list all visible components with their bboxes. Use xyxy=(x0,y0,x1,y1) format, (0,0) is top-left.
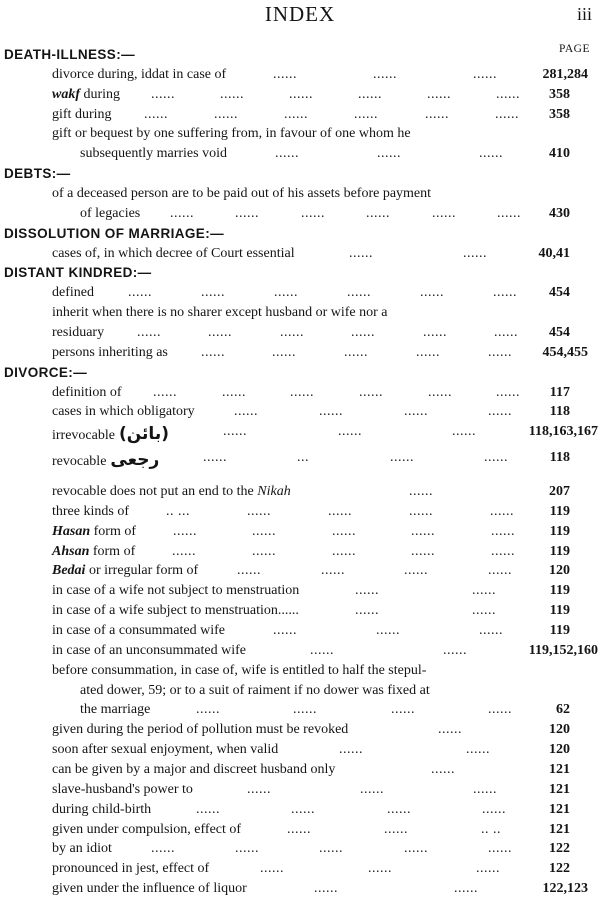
leader-dots: ...... xyxy=(351,325,375,340)
entry-text-main: form of xyxy=(89,544,136,559)
leader-dots: ...... xyxy=(347,285,371,300)
entry-text-main: revocable xyxy=(52,454,107,469)
page-header xyxy=(0,2,600,28)
entry-text-main: subsequently marries void xyxy=(80,146,227,161)
index-entry-row xyxy=(0,284,600,304)
index-heading: DISTANT KINDRED:— xyxy=(4,265,152,280)
entry-page-ref: 119 xyxy=(549,544,570,559)
entry-text-main: in case of a consummated wife xyxy=(52,623,225,638)
leader-dots: ...... xyxy=(247,782,271,797)
entry-page-ref: 121 xyxy=(549,802,570,817)
entry-text xyxy=(52,881,247,897)
index-entry-row xyxy=(0,503,600,523)
leader-dots: ...... xyxy=(384,822,408,837)
leader-dots: ...... xyxy=(151,841,175,856)
entry-term-italic: Bedai xyxy=(52,563,86,578)
entry-term-italic: Hasan xyxy=(52,524,91,539)
entry-text xyxy=(52,67,226,83)
entry-page-ref: 207 xyxy=(549,484,570,499)
leader-dots: ...... xyxy=(201,285,225,300)
leader-dots: ...... xyxy=(496,87,520,102)
entry-text xyxy=(52,822,241,838)
leader-dots: ...... xyxy=(404,563,428,578)
leader-dots: ...... xyxy=(391,702,415,717)
leader-dots: ...... xyxy=(476,861,500,876)
entry-text xyxy=(52,345,168,361)
leader-dots: ...... xyxy=(491,524,515,539)
entry-page-ref: 454 xyxy=(549,325,570,340)
entry-page-ref: 122 xyxy=(549,861,570,876)
leader-dots: ...... xyxy=(494,325,518,340)
entry-text xyxy=(52,563,198,579)
entry-text xyxy=(52,583,299,599)
leader-dots: ...... xyxy=(332,524,356,539)
index-entry-row xyxy=(0,801,600,821)
leader-dots: ...... xyxy=(128,285,152,300)
leader-dots: ...... xyxy=(488,841,512,856)
leader-dots: ...... xyxy=(354,107,378,122)
leader-dots: ...... xyxy=(222,385,246,400)
entry-text-main: inherit when there is no sharer except husband or wife nor a xyxy=(52,305,388,320)
entry-text xyxy=(52,802,151,818)
entry-text-main: gift or bequest by one suffering from, in favour of one whom he xyxy=(52,126,411,141)
leader-dots: ...... xyxy=(454,881,478,896)
entry-text-main: residuary xyxy=(52,325,105,340)
leader-dots: ...... xyxy=(409,504,433,519)
leader-dots: ...... xyxy=(144,107,168,122)
index-heading-row xyxy=(0,225,600,245)
index-entry-row xyxy=(0,245,600,265)
entry-page-ref: 122,123 xyxy=(542,881,588,896)
index-entry-row xyxy=(0,523,600,543)
leader-dots: ...... xyxy=(490,504,514,519)
entry-text xyxy=(52,544,135,560)
leader-dots: ...... xyxy=(151,87,175,102)
entry-text-main: by an idiot xyxy=(52,841,112,856)
index-entry-row xyxy=(0,781,600,801)
entry-text xyxy=(80,146,227,162)
leader-dots: ...... xyxy=(252,524,276,539)
entry-text-main: slave-husband's power to xyxy=(52,782,193,797)
entry-page-ref: 121 xyxy=(549,822,570,837)
leader-dots: ...... xyxy=(321,563,345,578)
entry-page-ref: 119,152,160 xyxy=(528,643,598,658)
index-entry-row xyxy=(0,761,600,781)
leader-dots: ...... xyxy=(355,583,379,598)
leader-dots: ...... xyxy=(235,841,259,856)
entry-text xyxy=(52,742,278,758)
leader-dots: ...... xyxy=(411,544,435,559)
entry-text xyxy=(52,107,112,123)
leader-dots: ...... xyxy=(319,841,343,856)
index-entry-row xyxy=(0,403,600,423)
index-entry-row xyxy=(0,821,600,841)
entry-text-main: irrevocable xyxy=(52,428,115,443)
entry-text-main: pronounced in jest, effect of xyxy=(52,861,210,876)
entry-text-main: cases in which obligatory xyxy=(52,404,195,419)
entry-text xyxy=(52,450,159,470)
leader-dots: ...... xyxy=(247,504,271,519)
entry-text xyxy=(52,385,122,401)
arabic-term: رجعی xyxy=(110,450,160,470)
leader-dots: ...... xyxy=(376,623,400,638)
leader-dots: ...... xyxy=(432,206,456,221)
entry-page-ref: 62 xyxy=(556,702,570,717)
entry-text-main: in case of a wife subject to menstruation...... xyxy=(52,603,299,618)
leader-dots: ...... xyxy=(287,822,311,837)
entry-text xyxy=(52,722,348,738)
leader-dots: ...... xyxy=(411,524,435,539)
entry-page-ref: 119 xyxy=(549,583,570,598)
entry-text-main: before consummation, in case of, wife is entitled to half the stepul- xyxy=(52,663,427,678)
leader-dots: ...... xyxy=(275,146,299,161)
entry-text-main: given under compulsion, effect of xyxy=(52,822,242,837)
leader-dots: ...... xyxy=(291,802,315,817)
index-entry-row xyxy=(0,449,600,469)
index-entry-row xyxy=(0,86,600,106)
entry-text xyxy=(52,623,225,639)
leader-dots: ...... xyxy=(472,583,496,598)
leader-dots: ...... xyxy=(344,345,368,360)
index-entry-row xyxy=(0,582,600,602)
leader-dots: ...... xyxy=(463,246,487,261)
leader-dots: ...... xyxy=(427,87,451,102)
leader-dots: ...... xyxy=(153,385,177,400)
leader-dots: ...... xyxy=(319,404,343,419)
entry-page-ref: 120 xyxy=(549,742,570,757)
leader-dots: ...... xyxy=(488,702,512,717)
leader-dots: ... xyxy=(297,450,309,465)
entry-text xyxy=(52,782,193,798)
leader-dots: ...... xyxy=(387,802,411,817)
entry-text-main: gift during xyxy=(52,107,112,122)
entry-text-main: given during the period of pollution must be revoked xyxy=(52,722,349,737)
index-heading-row xyxy=(0,46,600,66)
entry-term-italic: wakf xyxy=(52,87,80,102)
leader-dots: ...... xyxy=(452,424,476,439)
leader-dots: .. ... xyxy=(166,504,190,519)
entry-page-ref: 119 xyxy=(549,524,570,539)
leader-dots: ...... xyxy=(196,802,220,817)
leader-dots: ...... xyxy=(274,285,298,300)
entry-page-ref: 454,455 xyxy=(542,345,588,360)
entry-text-main: of legacies xyxy=(80,206,141,221)
index-entry-row xyxy=(0,384,600,404)
leader-dots: ...... xyxy=(220,87,244,102)
entry-term-italic: Nikah xyxy=(257,484,291,499)
entry-page-ref: 358 xyxy=(549,87,570,102)
index-entry-row xyxy=(0,602,600,622)
leader-dots: ...... xyxy=(273,623,297,638)
leader-dots: ...... xyxy=(223,424,247,439)
leader-dots: ...... xyxy=(428,385,452,400)
leader-dots: ...... xyxy=(416,345,440,360)
leader-dots: ...... xyxy=(488,563,512,578)
leader-dots: ...... xyxy=(390,450,414,465)
leader-dots: ...... xyxy=(473,67,497,82)
entry-text xyxy=(52,861,209,877)
entry-page-ref: 281,284 xyxy=(542,67,588,82)
index-entry-row xyxy=(0,562,600,582)
leader-dots: ...... xyxy=(173,524,197,539)
leader-dots: ...... xyxy=(360,782,384,797)
entry-text xyxy=(52,524,136,540)
leader-dots: ...... xyxy=(328,504,352,519)
entry-text xyxy=(52,663,426,679)
leader-dots: ...... xyxy=(479,146,503,161)
entry-text-main: the marriage xyxy=(80,702,151,717)
entry-text xyxy=(52,424,169,444)
entry-page-ref: 122 xyxy=(549,841,570,856)
entry-text-main: can be given by a major and discreet husband only xyxy=(52,762,336,777)
entry-text xyxy=(52,404,195,420)
index-entry-row xyxy=(0,483,600,503)
index-entry-row xyxy=(0,880,600,900)
entry-page-ref: 430 xyxy=(549,206,570,221)
entry-text-main: in case of an unconsummated wife xyxy=(52,643,246,658)
entry-text-main: during child-birth xyxy=(52,802,152,817)
index-heading: DIVORCE:— xyxy=(4,365,88,380)
index-entry-row xyxy=(0,66,600,86)
entry-page-ref: 118,163,167 xyxy=(528,424,598,439)
entry-text xyxy=(52,126,411,142)
leader-dots: ...... xyxy=(377,146,401,161)
entry-page-ref: 410 xyxy=(549,146,570,161)
index-entry-row xyxy=(0,304,600,324)
leader-dots: ...... xyxy=(473,782,497,797)
leader-dots: ...... xyxy=(491,544,515,559)
index-entry-row xyxy=(0,145,600,165)
leader-dots: ...... xyxy=(301,206,325,221)
index-entry-row xyxy=(0,840,600,860)
leader-dots: ...... xyxy=(438,722,462,737)
entry-text xyxy=(52,186,431,202)
entry-text xyxy=(52,643,246,659)
entry-page-ref: 118 xyxy=(549,404,570,419)
leader-dots: ...... xyxy=(482,802,506,817)
index-entry-row xyxy=(0,125,600,145)
entry-text xyxy=(52,504,129,520)
entry-text xyxy=(80,683,430,699)
leader-dots: ...... xyxy=(431,762,455,777)
leader-dots: ...... xyxy=(359,385,383,400)
leader-dots: ...... xyxy=(284,107,308,122)
entry-page-ref: 117 xyxy=(549,385,570,400)
entry-text-main: defined xyxy=(52,285,94,300)
entry-text xyxy=(52,305,388,321)
entry-text xyxy=(80,206,140,222)
entry-text-main: persons inheriting as xyxy=(52,345,168,360)
leader-dots: ...... xyxy=(368,861,392,876)
index-entry-row xyxy=(0,205,600,225)
leader-dots: ...... xyxy=(172,544,196,559)
leader-dots: ...... xyxy=(203,450,227,465)
leader-dots: ...... xyxy=(349,246,373,261)
leader-dots: ...... xyxy=(488,404,512,419)
entry-page-ref: 121 xyxy=(549,782,570,797)
index-entry-row xyxy=(0,324,600,344)
leader-dots: ...... xyxy=(170,206,194,221)
leader-dots: ...... xyxy=(423,325,447,340)
index-entry-row xyxy=(0,106,600,126)
leader-dots: ...... xyxy=(332,544,356,559)
entry-text xyxy=(52,484,291,500)
entry-page-ref: 118 xyxy=(549,450,570,465)
entry-text xyxy=(80,702,150,718)
leader-dots: ...... xyxy=(273,67,297,82)
leader-dots: ...... xyxy=(355,603,379,618)
index-entry-row xyxy=(0,860,600,880)
index-entry-row xyxy=(0,642,600,662)
entry-text-main: definition of xyxy=(52,385,122,400)
entry-text-main: during xyxy=(80,87,121,102)
index-heading: DISSOLUTION OF MARRIAGE:— xyxy=(4,226,224,241)
entry-text-main: of a deceased person are to be paid out of his assets before payment xyxy=(52,186,432,201)
page-title: INDEX xyxy=(264,2,336,26)
entry-text-main: three kinds of xyxy=(52,504,129,519)
index-entry-row xyxy=(0,543,600,563)
entry-text-main: soon after sexual enjoyment, when valid xyxy=(52,742,279,757)
leader-dots: ...... xyxy=(280,325,304,340)
leader-dots: ...... xyxy=(290,385,314,400)
leader-dots: ...... xyxy=(472,603,496,618)
leader-dots: ...... xyxy=(252,544,276,559)
leader-dots: ...... xyxy=(201,345,225,360)
entry-page-ref: 120 xyxy=(549,563,570,578)
entry-text xyxy=(52,603,299,619)
entry-page-ref: 119 xyxy=(549,623,570,638)
entry-text xyxy=(52,762,335,778)
entry-text-main: form of xyxy=(90,524,137,539)
leader-dots: ...... xyxy=(420,285,444,300)
leader-dots: ...... xyxy=(484,450,508,465)
entry-page-ref: 454 xyxy=(549,285,570,300)
index-heading-row xyxy=(0,264,600,284)
index-entry-row xyxy=(0,185,600,205)
entry-text xyxy=(52,325,104,341)
leader-dots: ...... xyxy=(272,345,296,360)
index-entry-row xyxy=(0,662,600,682)
entry-page-ref: 121 xyxy=(549,762,570,777)
leader-dots: ...... xyxy=(260,861,284,876)
entry-text-main: given under the influence of liquor xyxy=(52,881,247,896)
leader-dots: ...... xyxy=(488,345,512,360)
entry-text xyxy=(52,87,120,103)
leader-dots: ...... xyxy=(496,385,520,400)
leader-dots: ...... xyxy=(443,643,467,658)
index-heading: DEBTS:— xyxy=(4,166,71,181)
index-entry-row xyxy=(0,721,600,741)
index-heading-row xyxy=(0,364,600,384)
entry-page-ref: 119 xyxy=(549,504,570,519)
entry-text-main: revocable does not put an end to the xyxy=(52,484,258,499)
leader-dots: ...... xyxy=(339,742,363,757)
arabic-term: (بائن) xyxy=(118,424,169,444)
index-entry-row xyxy=(0,344,600,364)
index-entry-row xyxy=(0,741,600,761)
leader-dots: ...... xyxy=(310,643,334,658)
leader-dots: ...... xyxy=(409,484,433,499)
leader-dots: ...... xyxy=(497,206,521,221)
entry-text xyxy=(52,841,112,857)
leader-dots: ...... xyxy=(466,742,490,757)
leader-dots: ...... xyxy=(479,623,503,638)
entry-text-main: ated dower, 59; or to a suit of raiment if no dower was fixed at xyxy=(80,683,430,698)
leader-dots: .. .. xyxy=(481,822,501,837)
entry-term-italic: Ahsan xyxy=(52,544,90,559)
entry-text-main: or irregular form of xyxy=(85,563,199,578)
entry-page-ref: 40,41 xyxy=(538,246,570,261)
entry-text-main: cases of, in which decree of Court essential xyxy=(52,246,295,261)
index-entry-row xyxy=(0,423,600,443)
page-column-header: PAGE xyxy=(559,43,590,55)
leader-dots: ...... xyxy=(404,841,428,856)
index-heading-row xyxy=(0,165,600,185)
leader-dots: ...... xyxy=(404,404,428,419)
entry-page-ref: 119 xyxy=(549,603,570,618)
index-entry-row xyxy=(0,622,600,642)
leader-dots: ...... xyxy=(366,206,390,221)
leader-dots: ...... xyxy=(214,107,238,122)
index-entry-row xyxy=(0,682,600,702)
index-heading: DEATH-ILLNESS:— xyxy=(4,47,135,62)
leader-dots: ...... xyxy=(493,285,517,300)
leader-dots: ...... xyxy=(235,206,259,221)
leader-dots: ...... xyxy=(358,87,382,102)
page-number: iii xyxy=(576,4,592,24)
entry-page-ref: 120 xyxy=(549,722,570,737)
entry-text-main: divorce during, iddat in case of xyxy=(52,67,227,82)
leader-dots: ...... xyxy=(208,325,232,340)
leader-dots: ...... xyxy=(237,563,261,578)
leader-dots: ...... xyxy=(425,107,449,122)
entry-text xyxy=(52,285,94,301)
entry-page-ref: 358 xyxy=(549,107,570,122)
entry-text-main: in case of a wife not subject to menstruation xyxy=(52,583,300,598)
entry-text xyxy=(52,246,295,262)
leader-dots: ...... xyxy=(338,424,362,439)
leader-dots: ...... xyxy=(314,881,338,896)
leader-dots: ...... xyxy=(373,67,397,82)
leader-dots: ...... xyxy=(137,325,161,340)
leader-dots: ...... xyxy=(289,87,313,102)
leader-dots: ...... xyxy=(196,702,220,717)
leader-dots: ...... xyxy=(495,107,519,122)
leader-dots: ...... xyxy=(293,702,317,717)
index-entry-row xyxy=(0,701,600,721)
leader-dots: ...... xyxy=(234,404,258,419)
